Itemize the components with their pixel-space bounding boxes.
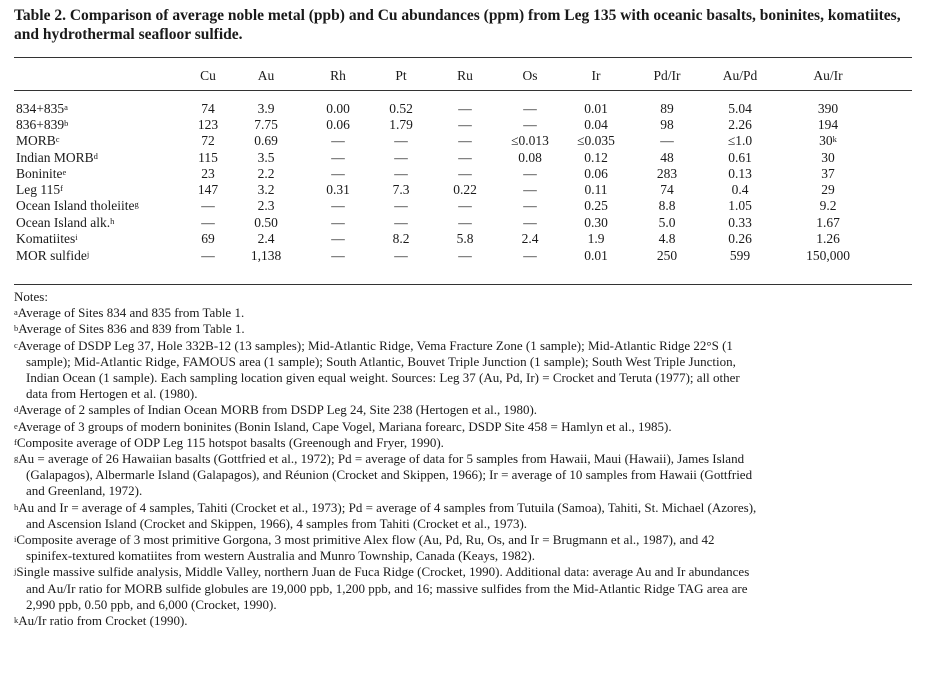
cell-value: 1.67	[816, 215, 840, 230]
column-header: Pd/Ir	[653, 68, 681, 83]
cell-value: 150,000	[806, 248, 850, 263]
column-header: Au/Ir	[813, 68, 843, 83]
footnote-line: Au = average of 26 Hawaiian basalts (Gottfried et al., 1972); Pd = average of data for 5 samples from Hawaii, Maui (Hawaii), James Island	[18, 451, 745, 467]
footnote	[14, 613, 926, 629]
cell-value: 30	[821, 150, 835, 165]
row-label	[16, 150, 98, 166]
cell-value: —	[458, 215, 472, 230]
cell-value: 0.30	[584, 215, 608, 230]
cell-value: —	[331, 248, 345, 263]
footnote-marker: d	[93, 151, 98, 161]
cell-value: 8.8	[658, 198, 676, 213]
footnote-line: Indian Ocean (1 sample). Each sampling location given equal weight. Sources: Leg 37 (Au, Pd, Ir) = Crocket and Teruta (1977); all other	[26, 370, 740, 386]
cell-value: 250	[656, 248, 678, 263]
footnote-marker: c	[14, 339, 18, 350]
footnote	[14, 532, 926, 564]
footnote-marker: j	[14, 566, 17, 577]
cell-value: —	[523, 101, 537, 116]
footnote	[14, 402, 926, 418]
cell-value: 0.33	[728, 215, 752, 230]
cell-value: 1.05	[728, 198, 752, 213]
table-cell	[556, 198, 636, 214]
footnote	[14, 564, 926, 613]
table-cell	[226, 150, 306, 166]
footnote	[14, 321, 926, 337]
cell-value: —	[394, 166, 408, 181]
cell-value: —	[523, 117, 537, 132]
cell-value: 0.08	[518, 150, 542, 165]
row-label-text: Boninite	[16, 166, 63, 181]
footnote-marker: i	[14, 534, 17, 545]
notes-list	[14, 305, 926, 629]
cell-value: —	[458, 133, 472, 148]
cell-value: 0.01	[584, 248, 608, 263]
table-cell	[700, 182, 780, 198]
table-cell	[788, 231, 868, 247]
cell-value: —	[458, 166, 472, 181]
table-cell	[556, 150, 636, 166]
cell-value: —	[458, 150, 472, 165]
cell-value: 2.4	[521, 231, 539, 246]
table-cell	[226, 215, 306, 231]
cell-value: 1.26	[816, 231, 840, 246]
cell-value: —	[394, 133, 408, 148]
footnote-line: 2,990 ppb, 0.50 ppb, and 6,000 (Crocket, 1990).	[26, 596, 277, 612]
row-label	[16, 231, 78, 247]
column-header: Cu	[200, 68, 216, 83]
cell-value: 2.4	[257, 231, 275, 246]
cell-value: 89	[660, 101, 674, 116]
cell-value: 283	[656, 166, 678, 181]
cell-value: 4.8	[658, 231, 676, 246]
row-label	[16, 248, 89, 264]
table-cell	[700, 248, 780, 264]
footnote-marker: a	[14, 307, 18, 318]
cell-value: 5.0	[658, 215, 676, 230]
cell-value: 0.22	[453, 182, 477, 197]
top-rule	[14, 57, 912, 58]
row-label-text: 834+835	[16, 101, 65, 116]
cell-value: 0.13	[728, 166, 752, 181]
row-label-text: Ocean Island tholeiite	[16, 198, 135, 213]
footnote-line: Composite average of 3 most primitive Gorgona, 3 most primitive Alex flow (Au, Pd, Ru, Os, and Ir = Brugmann et al., 1987), and 42	[16, 532, 715, 548]
cell-value: —	[331, 198, 345, 213]
row-label	[16, 215, 114, 231]
cell-value: 1.9	[587, 231, 605, 246]
footnote-line: Average of 2 samples of Indian Ocean MORB from DSDP Leg 24, Site 238 (Hertogen et al., 1980).	[18, 402, 538, 418]
cell-value: 7.3	[392, 182, 410, 197]
table-cell	[226, 117, 306, 133]
cell-value: 194	[817, 117, 839, 132]
footnote-marker: h	[14, 501, 19, 512]
row-label-text: Ocean Island alk.	[16, 215, 111, 230]
cell-value: 0.06	[326, 117, 350, 132]
footnote-line: Au and Ir = average of 4 samples, Tahiti (Crocket et al., 1973); Pd = average of 4 samples from Tutuila (Samoa), Tahiti, St. Michael (Azores),	[18, 499, 757, 515]
table-cell	[556, 117, 636, 133]
cell-value: 5.8	[456, 231, 474, 246]
cell-value: —	[394, 248, 408, 263]
table-cell	[700, 150, 780, 166]
footnote-line: (Galapagos), Albermarle Island (Galapagos), and Réunion (Crocket and Skippen, 1966); Ir = average of 10 samples from Hawaii (Gottfried	[26, 467, 753, 483]
column-header: Au	[257, 68, 275, 83]
footnote-marker: a	[64, 102, 68, 112]
notes-heading: Notes:	[14, 289, 48, 304]
table-cell	[226, 101, 306, 117]
table-cell	[627, 248, 707, 264]
footnote-marker: i	[75, 232, 78, 242]
footnote-line: and Greenland, 1972).	[26, 483, 143, 499]
column-header: Rh	[330, 68, 346, 83]
table-cell	[556, 248, 636, 264]
footnote-marker: g	[14, 453, 19, 464]
row-label-text: MOR sulfide	[16, 248, 87, 263]
row-label-text: Leg 115	[16, 182, 61, 197]
footnote-marker: g	[134, 199, 139, 209]
cell-value: 23	[201, 166, 215, 181]
cell-value: 72	[201, 133, 215, 148]
cell-value: 0.04	[584, 117, 608, 132]
row-label	[16, 133, 60, 149]
footnote-marker: b	[64, 118, 69, 128]
cell-value: —	[660, 133, 674, 148]
footnote-line: data from Hertogen et al. (1980).	[26, 386, 198, 402]
cell-value: —	[523, 166, 537, 181]
notes-section	[14, 289, 926, 629]
cell-value: 0.50	[254, 215, 278, 230]
footnote-line: sample); Mid-Atlantic Ridge, FAMOUS area (1 sample); South Atlantic, Bouvet Triple Junction (1 sample); South West Triple Junction,	[26, 353, 736, 369]
table-cell	[627, 150, 707, 166]
table-cell	[700, 215, 780, 231]
table-cell	[788, 215, 868, 231]
footnote-marker: d	[14, 404, 19, 415]
table-cell	[627, 117, 707, 133]
cell-value: 1,138	[250, 248, 282, 263]
table-cell	[627, 198, 707, 214]
row-label	[16, 182, 63, 198]
table-cell	[226, 182, 306, 198]
footnote-marker: b	[14, 323, 19, 334]
footnote-line: Average of DSDP Leg 37, Hole 332B-12 (13 samples); Mid-Atlantic Ridge, Vema Fracture Zone (1 sample); Mid-Atlantic Ridge 22°S (1	[17, 337, 733, 353]
table-cell	[700, 198, 780, 214]
row-label	[16, 198, 139, 214]
row-label	[16, 117, 68, 133]
table-cell	[788, 117, 868, 133]
column-header: Au/Pd	[722, 68, 758, 83]
cell-value: ≤1.0	[727, 133, 753, 148]
table-cell	[788, 101, 868, 117]
footnote	[14, 305, 926, 321]
cell-value: 9.2	[819, 198, 837, 213]
footnote-line: Single massive sulfide analysis, Middle Valley, northern Juan de Fuca Ridge (Crocket, 1990). Additional data: average Au and Ir abundances	[16, 564, 750, 580]
cell-value: 390	[817, 101, 839, 116]
footnote-line: and Ascension Island (Crocket and Skippen, 1966), 4 samples from Tahiti (Crocket et al., 1973).	[26, 515, 528, 531]
row-label-text: Indian MORB	[16, 150, 94, 165]
footnote-marker: k	[14, 615, 19, 626]
footnote-marker: h	[110, 216, 115, 226]
cell-value: 2.26	[728, 117, 752, 132]
cell-value: —	[523, 215, 537, 230]
cell-value: 0.61	[728, 150, 752, 165]
cell-value: 0.69	[254, 133, 278, 148]
column-header: Ir	[591, 68, 601, 83]
footnote-marker: c	[55, 134, 60, 144]
footnote-line: Composite average of ODP Leg 115 hotspot basalts (Greenough and Fryer, 1990).	[16, 434, 444, 450]
column-header: Ru	[457, 68, 473, 83]
column-header: Pt	[395, 68, 407, 83]
cell-value: 98	[660, 117, 674, 132]
table-cell	[556, 166, 636, 182]
cell-value: —	[331, 133, 345, 148]
cell-value: 1.79	[389, 117, 413, 132]
cell-value: —	[201, 248, 215, 263]
table-title: Table 2. Comparison of average noble metal (ppb) and Cu abundances (ppm) from Leg 135 with oceanic basalts, boninites, komatiites, and hydrothermal seafloor sulfide.	[14, 7, 901, 43]
cell-value: 0.12	[584, 150, 608, 165]
table-cell	[627, 133, 707, 149]
cell-value: —	[331, 150, 345, 165]
cell-value: 0.4	[731, 182, 749, 197]
cell-value: 0.06	[584, 166, 608, 181]
cell-value: —	[331, 215, 345, 230]
footnote-line: Average of 3 groups of modern boninites (Bonin Island, Cape Vogel, Mariana forearc, DSDP Site 458 = Hamlyn et al., 1985).	[17, 418, 672, 434]
cell-value: 115	[198, 150, 218, 165]
table-cell	[788, 133, 868, 149]
cell-value: —	[458, 117, 472, 132]
cell-value: 0.01	[584, 101, 608, 116]
footnote-line: Average of Sites 836 and 839 from Table 1.	[18, 321, 245, 337]
table-cell	[226, 231, 306, 247]
cell-value: 3.2	[257, 182, 275, 197]
table-cell	[556, 231, 636, 247]
cell-value: 0.25	[584, 198, 608, 213]
cell-value: 69	[201, 231, 215, 246]
cell-value: 147	[197, 182, 219, 197]
cell-value: —	[394, 198, 408, 213]
table-cell	[788, 248, 868, 264]
footnote	[14, 500, 926, 532]
row-label	[16, 101, 68, 117]
cell-value: 37	[821, 166, 835, 181]
cell-value: —	[458, 101, 472, 116]
table-cell	[788, 182, 868, 198]
footnote	[14, 419, 926, 435]
table-cell	[700, 166, 780, 182]
cell-value: 3.5	[257, 150, 275, 165]
footnote	[14, 338, 926, 403]
cell-value: 29	[821, 182, 835, 197]
row-label	[16, 166, 66, 182]
cell-value: —	[394, 215, 408, 230]
cell-value: 0.00	[326, 101, 350, 116]
table-cell	[700, 101, 780, 117]
cell-value: 48	[660, 150, 674, 165]
table-cell	[556, 101, 636, 117]
footnote-line: Au/Ir ratio from Crocket (1990).	[18, 613, 188, 629]
cell-value: 2.2	[257, 166, 275, 181]
row-label-text: 836+839	[16, 117, 65, 132]
cell-value: 123	[197, 117, 219, 132]
cell-value: —	[523, 198, 537, 213]
footnote-marker: e	[62, 167, 67, 177]
cell-value: —	[331, 166, 345, 181]
cell-value: —	[458, 198, 472, 213]
cell-value: 2.3	[257, 198, 275, 213]
cell-value: 74	[201, 101, 215, 116]
cell-value: —	[201, 198, 215, 213]
cell-value: 599	[729, 248, 751, 263]
footnote-marker: f	[14, 436, 17, 447]
table-cell	[627, 182, 707, 198]
footnote-marker: k	[832, 134, 837, 144]
table-cell	[226, 133, 306, 149]
table-cell	[627, 231, 707, 247]
cell-value: 3.9	[257, 101, 275, 116]
table-cell	[226, 248, 306, 264]
cell-value: —	[331, 231, 345, 246]
cell-value: 8.2	[392, 231, 410, 246]
column-header: Os	[522, 68, 538, 83]
row-label-text: MORB	[16, 133, 56, 148]
footnote	[14, 451, 926, 500]
table-cell	[700, 117, 780, 133]
footnote-line: Average of Sites 834 and 835 from Table 1.	[17, 305, 245, 321]
cell-value: 74	[660, 182, 674, 197]
table-cell	[700, 133, 780, 149]
cell-value: —	[523, 182, 537, 197]
cell-value: 0.26	[728, 231, 752, 246]
cell-value: —	[201, 215, 215, 230]
table-cell	[788, 166, 868, 182]
footnote-marker: f	[60, 183, 63, 193]
table-cell	[556, 133, 636, 149]
table-cell	[627, 166, 707, 182]
header-rule	[14, 90, 912, 91]
cell-value: 0.31	[326, 182, 350, 197]
cell-value: 30	[819, 133, 833, 148]
cell-value: 0.11	[584, 182, 608, 197]
table-cell	[226, 198, 306, 214]
cell-value: ≤0.013	[511, 133, 549, 148]
cell-value: 7.75	[254, 117, 278, 132]
cell-value: —	[394, 150, 408, 165]
table-cell	[226, 166, 306, 182]
table-cell	[627, 215, 707, 231]
cell-value: 0.52	[389, 101, 413, 116]
footnote-marker: j	[86, 249, 90, 259]
bottom-rule	[14, 284, 912, 285]
table-cell	[700, 231, 780, 247]
table-cell	[788, 150, 868, 166]
footnote-marker: e	[14, 420, 18, 431]
footnote	[14, 435, 926, 451]
table-cell	[627, 101, 707, 117]
table-cell	[788, 198, 868, 214]
footnote-line: and Au/Ir ratio for MORB sulfide globules are 19,000 ppb, 1,200 ppb, and 16; massive sulfides from the Mid-Atlantic Ridge TAG area are	[26, 580, 748, 596]
cell-value: —	[523, 248, 537, 263]
cell-value: —	[458, 248, 472, 263]
footnote-line: spinifex-textured komatiites from western Australia and Munro Township, Canada (Keays, 1982).	[26, 548, 535, 564]
table-cell	[556, 182, 636, 198]
cell-value: 5.04	[728, 101, 752, 116]
row-label-text: Komatiites	[16, 231, 76, 246]
cell-value: ≤0.035	[577, 133, 615, 148]
table-cell	[556, 215, 636, 231]
